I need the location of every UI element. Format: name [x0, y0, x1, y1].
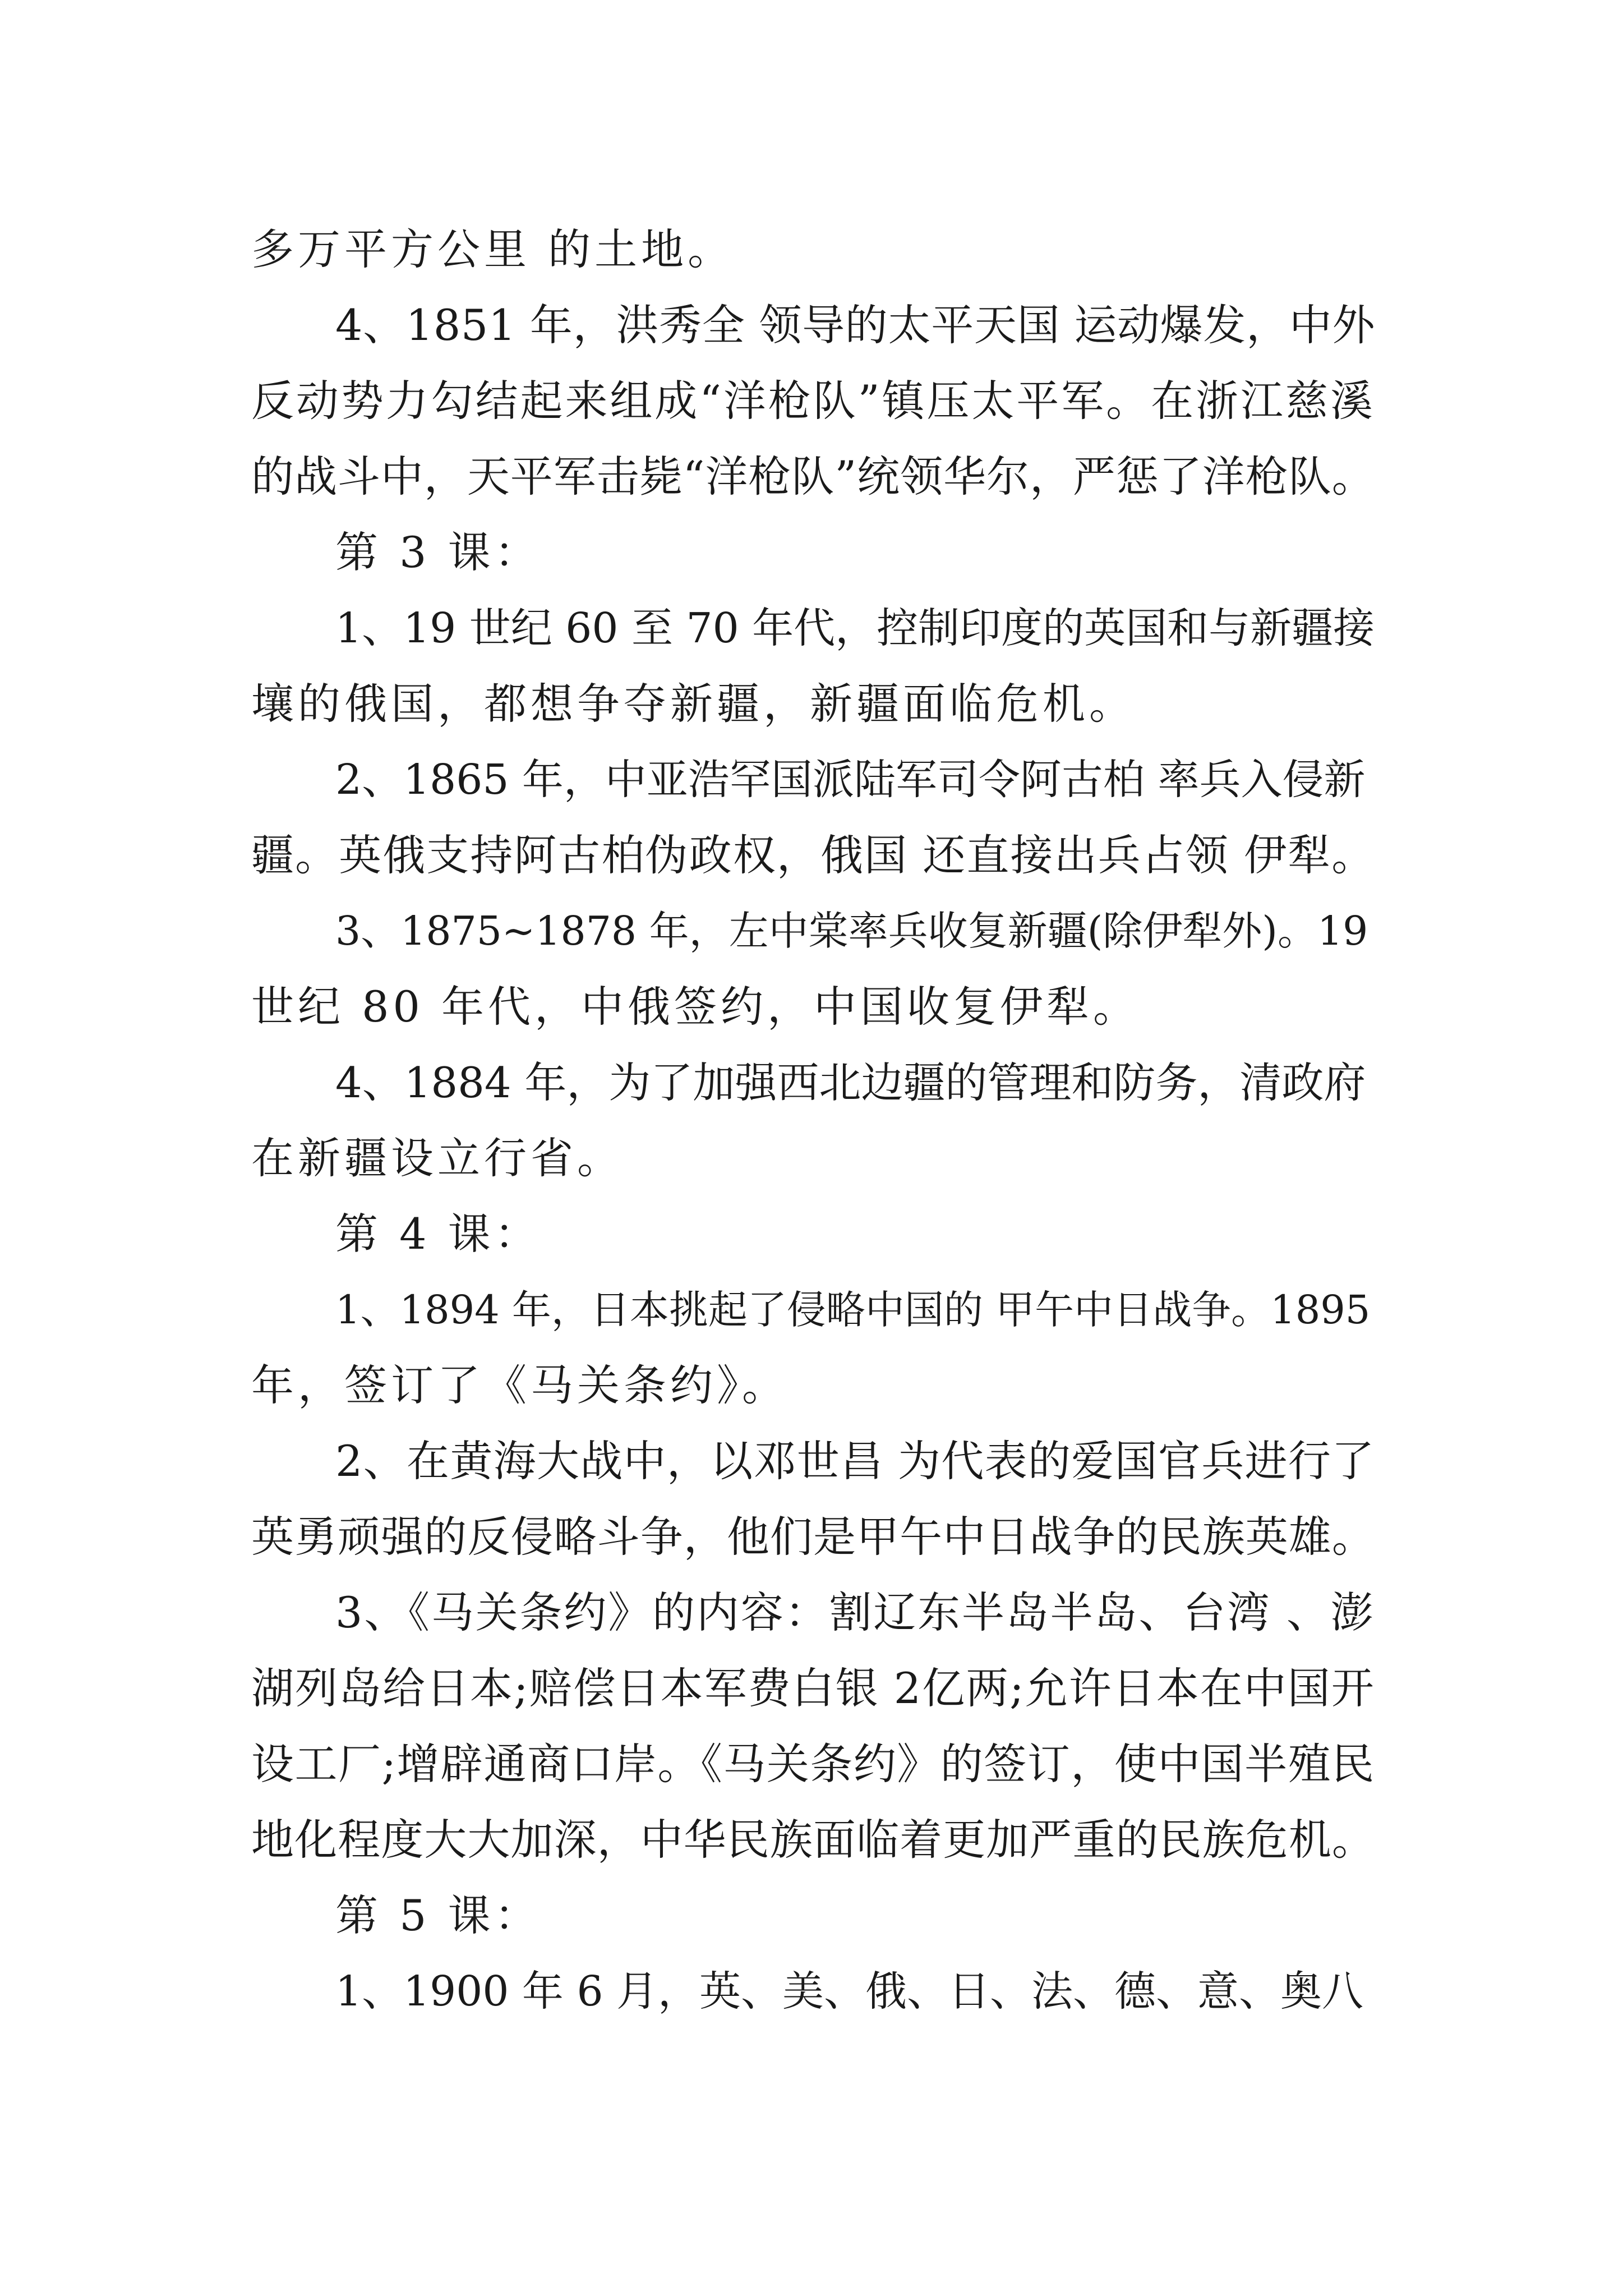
text-line-19: 3、《马关条约》的内容：割辽东半岛半岛、台湾 、澎	[335, 1588, 1375, 1637]
text-line-9: 疆。英俄支持阿古柏伪政权，俄国 还直接出兵占领 伊犁。	[251, 830, 1376, 880]
text-line-7: 壤的俄国，都想争夺新疆，新疆面临危机。	[251, 679, 1136, 729]
text-line-22: 地化程度大大加深，中华民族面临着更加严重的民族危机。	[251, 1815, 1375, 1865]
text-line-10: 3、1875~1878 年，左中棠率兵收复新疆(除伊犁外)。19	[335, 908, 1368, 954]
text-line-17: 2、在黄海大战中，以邓世昌 为代表的爱国官兵进行了	[335, 1436, 1375, 1486]
text-line-12: 4、1884 年，为了加强西北边疆的管理和防务，清政府	[335, 1058, 1366, 1107]
text-line-24: 1、1900 年 6 月，英、美、俄、日、法、德、意、奥八	[335, 1967, 1364, 2016]
text-line-13: 在新疆设立行省。	[251, 1133, 624, 1183]
text-line-2: 4、1851 年，洪秀全 领导的太平天国 运动爆发，中外	[335, 300, 1376, 350]
text-line-8: 2、1865 年，中亚浩罕国派陆军司令阿古柏 率兵入侵新	[335, 756, 1366, 804]
text-line-6: 1、19 世纪 60 至 70 年代，控制印度的英国和与新疆接	[335, 604, 1375, 652]
text-line-4: 的战斗中，天平军击毙“洋枪队”统领华尔，严惩了洋枪队。	[251, 452, 1375, 501]
text-line-18: 英勇顽强的反侵略斗争，他们是甲午中日战争的民族英雄。	[251, 1512, 1375, 1562]
text-line-1: 多万平方公里 的土地。	[251, 224, 735, 274]
text-line-16: 年，签订了《马关条约》。	[251, 1360, 789, 1410]
lesson-heading-3: 第 3 课：	[335, 527, 541, 577]
text-line-15: 1、1894 年，日本挑起了侵略中国的 甲午中日战争。1895	[335, 1287, 1371, 1333]
lesson-heading-5: 第 5 课：	[335, 1890, 541, 1940]
lesson-heading-4: 第 4 课：	[335, 1209, 541, 1259]
text-line-21: 设工厂;增辟通商口岸。《马关条约》的签订，使中国半殖民	[251, 1739, 1375, 1789]
text-line-11: 世纪 80 年代，中俄签约，中国收复伊犁。	[251, 982, 1140, 1032]
text-line-20: 湖列岛给日本;赔偿日本军费白银 2亿两;允许日本在中国开	[251, 1663, 1375, 1713]
text-line-3: 反动势力勾结起来组成“洋枪队”镇压太平军。在浙江慈溪	[251, 376, 1375, 426]
